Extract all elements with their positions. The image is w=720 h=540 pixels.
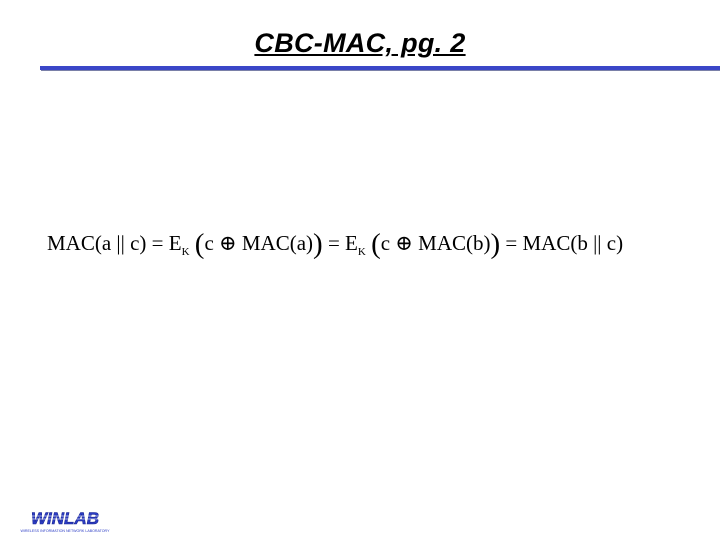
equation-inner-2: c ⊕ MAC(b) [380,231,491,255]
equation-rhs: = MAC(b || c) [500,231,624,255]
equation-close-paren-2: ) [490,228,501,260]
equation-key-subscript-2: K [357,246,366,258]
logo-wordmark: WINLAB [31,509,99,528]
equation-inner-1: c ⊕ MAC(a) [204,231,314,255]
equation-middle: = E [322,231,358,255]
equation-lhs: MAC(a || c) = E [47,231,182,255]
winlab-logo [14,509,116,535]
title-underline-rule [40,66,720,70]
logo-tagline: WIRELESS INFORMATION NETWORK LABORATORY [20,529,110,533]
cbc-mac-equation [47,228,623,267]
equation-open-paren-1: ( [194,228,205,260]
slide-title: CBC-MAC, pg. 2 [254,28,466,58]
equation-key-subscript-1: K [181,246,190,258]
equation-open-paren-2: ( [371,228,381,260]
equation-close-paren-1: ) [313,228,323,260]
